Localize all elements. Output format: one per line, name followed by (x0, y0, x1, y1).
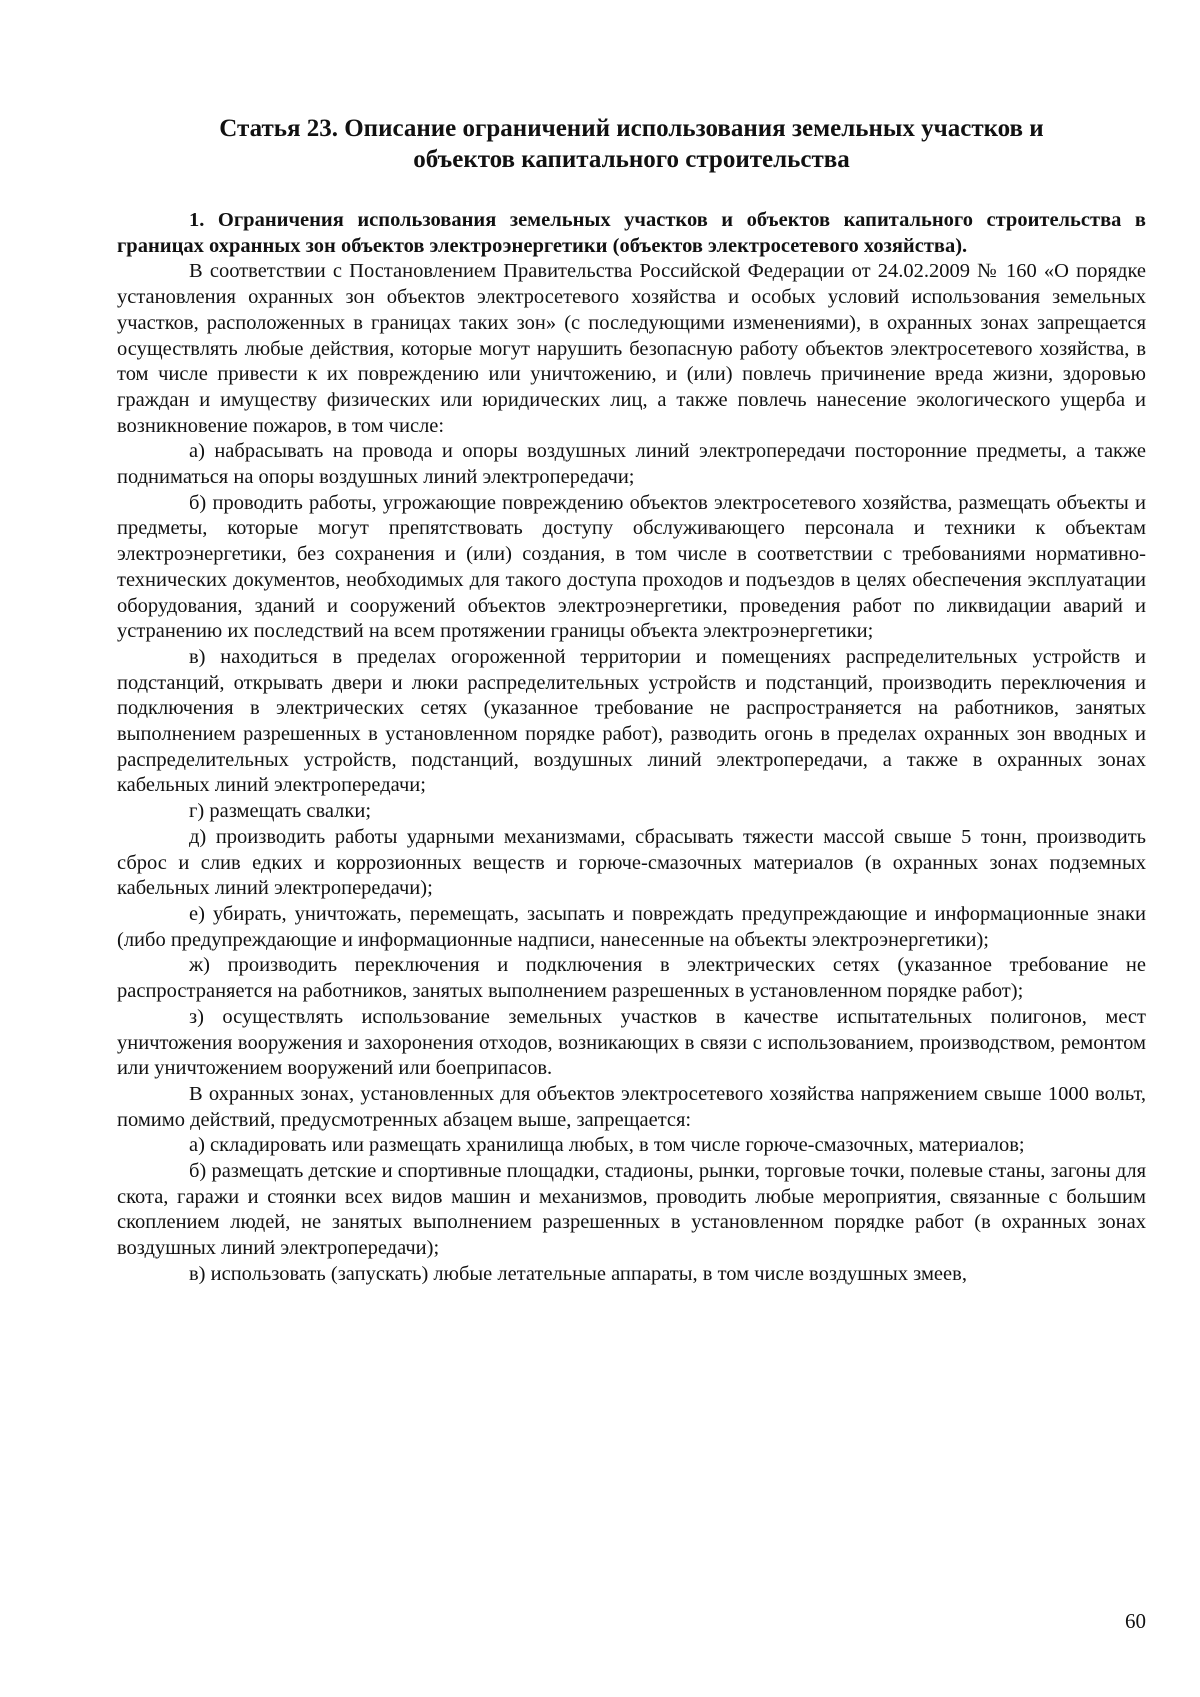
paragraph-high-voltage: В охранных зонах, установленных для объектов электросетевого хозяйства напряжением свыше 1000 вольт, помимо действий, предусмотренных абзацем выше, запрещается: (117, 1082, 1146, 1131)
article-title-line-2: объектов капитального строительства (413, 146, 850, 173)
list-item-hv-a: а) складировать или размещать хранилища любых, в том числе горюче-смазочных, материалов; (189, 1134, 1025, 1157)
list-item-hv-v: в) использовать (запускать) любые летательные аппараты, в том числе воздушных змеев, (189, 1262, 967, 1285)
page-number: 60 (1125, 1609, 1146, 1633)
list-item-b: б) проводить работы, угрожающие повреждению объектов электросетевого хозяйства, размещать объекты и предметы, которые могут препятствовать доступу обслуживающего персонала и техники к объектам электроэнергетики, без сохранения и (или) создания, в том числе в соответствии с требованиями нормативно-технических документов, необходимых для такого доступа проходов и подъездов в целях обеспечения эксплуатации оборудования, зданий и сооружений объектов электроэнергетики, проведения работ по ликвидации аварий и устранению их последствий на всем протяжении границы объекта электроэнергетики; (117, 491, 1146, 643)
article-body (117, 208, 1146, 1288)
document-page (117, 0, 1146, 1697)
list-item-a: а) набрасывать на провода и опоры воздушных линий электропередачи посторонние предметы, а также подниматься на опоры воздушных линий электропередачи; (117, 440, 1146, 489)
article-title (117, 113, 1146, 175)
list-item-hv-b: б) размещать детские и спортивные площадки, стадионы, рынки, торговые точки, полевые станы, загоны для скота, гаражи и стоянки всех видов машин и механизмов, проводить любые мероприятия, связанные с большим скоплением людей, не занятых выполнением разрешенных в установленном порядке работ (в охранных зонах воздушных линий электропередачи); (117, 1160, 1146, 1260)
article-title-line-1: Статья 23. Описание ограничений использования земельных участков и (219, 115, 1044, 142)
list-item-g: г) размещать свалки; (189, 800, 372, 823)
list-item-v: в) находиться в пределах огороженной территории и помещениях распределительных устройств и подстанций, открывать двери и люки распределительных устройств и подстанций, производить переключения и подключения в электрических сетях (указанное требование не распространяется на работников, занятых выполнением разрешенных в установленном порядке работ), разводить огонь в пределах охранных зон вводных и распределительных устройств, подстанций, воздушных линий электропередачи, а также в охранных зонах кабельных линий электропередачи; (117, 645, 1146, 797)
section-heading: 1. Ограничения использования земельных участков и объектов капитального строительства в границах охранных зон объектов электроэнергетики (объектов электросетевого хозяйства). (117, 209, 1146, 257)
list-item-e: е) убирать, уничтожать, перемещать, засыпать и повреждать предупреждающие и информационные знаки (либо предупреждающие и информационные надписи, нанесенные на объекты электроэнергетики); (117, 902, 1146, 951)
list-item-zh: ж) производить переключения и подключения в электрических сетях (указанное требование не распространяется на работников, занятых выполнением разрешенных в установленном порядке работ); (117, 954, 1146, 1003)
paragraph-intro: В соответствии с Постановлением Правительства Российской Федерации от 24.02.2009 № 160 «О порядке установления охранных зон объектов электросетевого хозяйства и особых условий использования земельных участков, расположенных в границах таких зон» (с последующими изменениями), в охранных зонах запрещается осуществлять любые действия, которые могут нарушить безопасную работу объектов электросетевого хозяйства, в том числе привести к их повреждению или уничтожению, и (или) повлечь причинение вреда жизни, здоровью граждан и имуществу физических или юридических лиц, а также повлечь нанесение экологического ущерба и возникновение пожаров, в том числе: (117, 260, 1146, 437)
list-item-z: з) осуществлять использование земельных участков в качестве испытательных полигонов, мест уничтожения вооружения и захоронения отходов, возникающих в связи с использованием, производством, ремонтом или уничтожением вооружений или боеприпасов. (117, 1005, 1146, 1080)
list-item-d: д) производить работы ударными механизмами, сбрасывать тяжести массой свыше 5 тонн, производить сброс и слив едких и коррозионных веществ и горюче-смазочных материалов (в охранных зонах подземных кабельных линий электропередачи); (117, 825, 1146, 900)
